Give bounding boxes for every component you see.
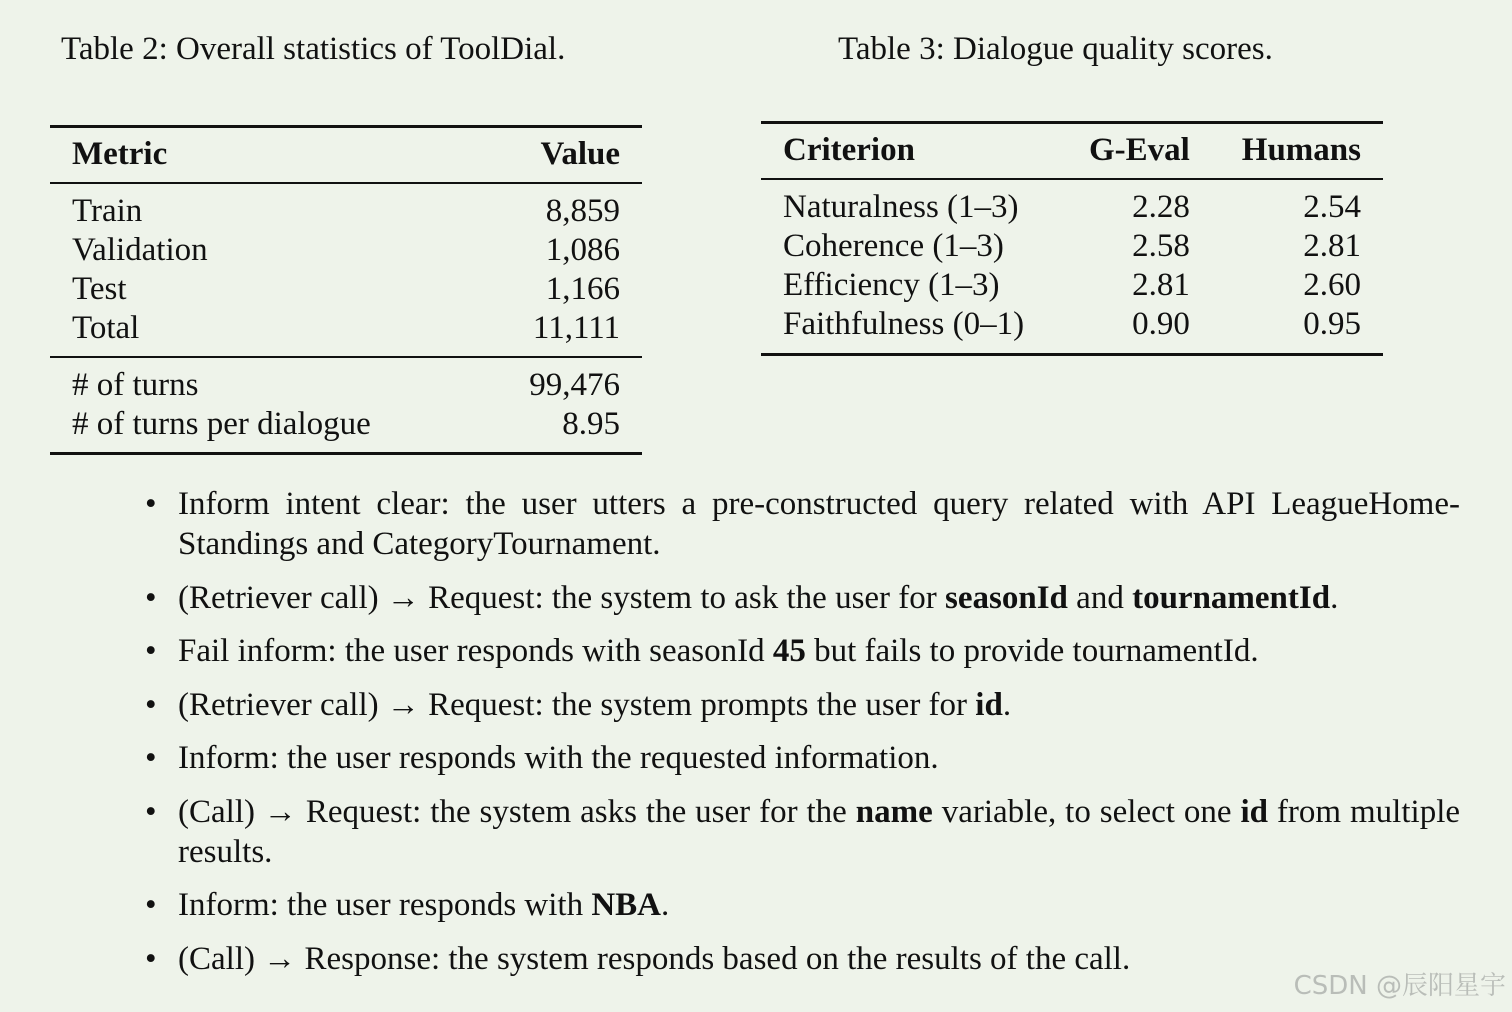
list-item xyxy=(145,578,1460,618)
list-item-text: from multiple results. xyxy=(178,793,1461,870)
table-2-caption: Table 2: Overall statistics of ToolDial. xyxy=(61,31,566,67)
list-item-text: (Retriever call) → Request: the system prompts the user for xyxy=(178,686,976,723)
list-item-text: Inform: the user responds with the requested information. xyxy=(178,740,939,776)
watermark: CSDN @辰阳星宇 xyxy=(1293,971,1506,1001)
bullet-icon: • xyxy=(145,887,157,923)
metric-cell: Test xyxy=(72,270,127,307)
geval-cell: 2.81 xyxy=(1132,266,1190,303)
humans-cell: 0.95 xyxy=(1303,305,1361,342)
geval-cell: 0.90 xyxy=(1132,305,1190,342)
column-header-geval: G-Eval xyxy=(1088,132,1190,169)
list-item-text: . xyxy=(661,887,670,923)
table-row xyxy=(50,309,642,357)
column-header-value: Value xyxy=(540,136,620,173)
value-cell: 1,086 xyxy=(545,231,620,268)
column-header-humans: Humans xyxy=(1241,132,1361,169)
list-item-text: Inform: the user responds with xyxy=(178,887,592,923)
bullet-icon: • xyxy=(145,793,157,830)
humans-cell: 2.54 xyxy=(1212,179,1383,227)
value-cell: 99,476 xyxy=(507,357,642,405)
table-3-caption: Table 3: Dialogue quality scores. xyxy=(838,31,1273,67)
bullet-icon: • xyxy=(145,579,157,616)
list-item xyxy=(145,885,1460,925)
table-row xyxy=(761,305,1383,355)
geval-cell: 2.58 xyxy=(1132,227,1190,264)
dialogue-flow-list xyxy=(145,484,1460,992)
list-item-text: Fail inform: the user responds with seasonId xyxy=(178,633,773,669)
bold-term: 45 xyxy=(772,633,806,669)
bullet-icon: • xyxy=(145,686,157,723)
list-item-text: and xyxy=(1067,579,1133,616)
column-header-metric: Metric xyxy=(72,136,168,173)
value-cell: 8,859 xyxy=(507,183,642,231)
table-row xyxy=(50,270,642,309)
column-header-criterion: Criterion xyxy=(783,132,915,169)
list-item-text: . xyxy=(1002,686,1012,723)
list-item-text: (Call) → Request: the system asks the user for the xyxy=(178,793,856,830)
bullet-icon: • xyxy=(145,486,157,522)
list-item xyxy=(145,484,1460,564)
table-row xyxy=(761,179,1383,227)
statistics-table xyxy=(50,125,642,455)
value-cell: 8.95 xyxy=(562,405,620,442)
geval-cell: 2.28 xyxy=(1060,179,1212,227)
list-item-text: (Retriever call) → Request: the system to ask the user for xyxy=(178,579,946,616)
criterion-cell: Efficiency (1–3) xyxy=(783,266,1000,303)
list-item-text: Inform intent clear: the user utters a pre-constructed query related with API LeagueHome-Standings and CategoryTournament. xyxy=(178,486,1460,562)
criterion-cell: Faithfulness (0–1) xyxy=(783,305,1025,342)
bold-term: name xyxy=(855,793,933,830)
humans-cell: 2.81 xyxy=(1303,227,1361,264)
bold-term: tournamentId xyxy=(1132,579,1331,616)
quality-scores-table xyxy=(761,121,1383,356)
table-row xyxy=(50,183,642,231)
table-row xyxy=(50,405,642,454)
metric-cell: Validation xyxy=(72,231,208,268)
bold-term: id xyxy=(1240,793,1268,830)
value-cell: 11,111 xyxy=(532,309,620,346)
table-row xyxy=(50,231,642,270)
humans-cell: 2.60 xyxy=(1303,266,1361,303)
list-item xyxy=(145,738,1460,778)
list-item xyxy=(145,631,1460,671)
bullet-icon: • xyxy=(145,940,157,977)
bold-term: NBA xyxy=(591,887,662,923)
list-item-text: (Call) → Response: the system responds based on the results of the call. xyxy=(178,940,1131,977)
criterion-cell: Coherence (1–3) xyxy=(783,227,1004,264)
table-row xyxy=(761,227,1383,266)
list-item-text: . xyxy=(1330,579,1339,616)
table-row xyxy=(50,357,642,405)
list-item-text: but fails to provide tournamentId. xyxy=(805,633,1259,669)
bold-term: seasonId xyxy=(945,579,1068,616)
bullet-icon: • xyxy=(145,633,157,669)
list-item xyxy=(145,939,1460,979)
criterion-cell: Naturalness (1–3) xyxy=(761,179,1060,227)
metric-cell: Total xyxy=(72,309,140,346)
metric-cell: # of turns xyxy=(50,357,507,405)
bullet-icon: • xyxy=(145,740,157,776)
metric-cell: Train xyxy=(50,183,507,231)
list-item-text: variable, to select one xyxy=(932,793,1241,830)
metric-cell: # of turns per dialogue xyxy=(72,405,371,442)
table-row xyxy=(761,266,1383,305)
list-item xyxy=(145,792,1460,872)
list-item xyxy=(145,685,1460,725)
bold-term: id xyxy=(975,686,1003,723)
value-cell: 1,166 xyxy=(545,270,620,307)
